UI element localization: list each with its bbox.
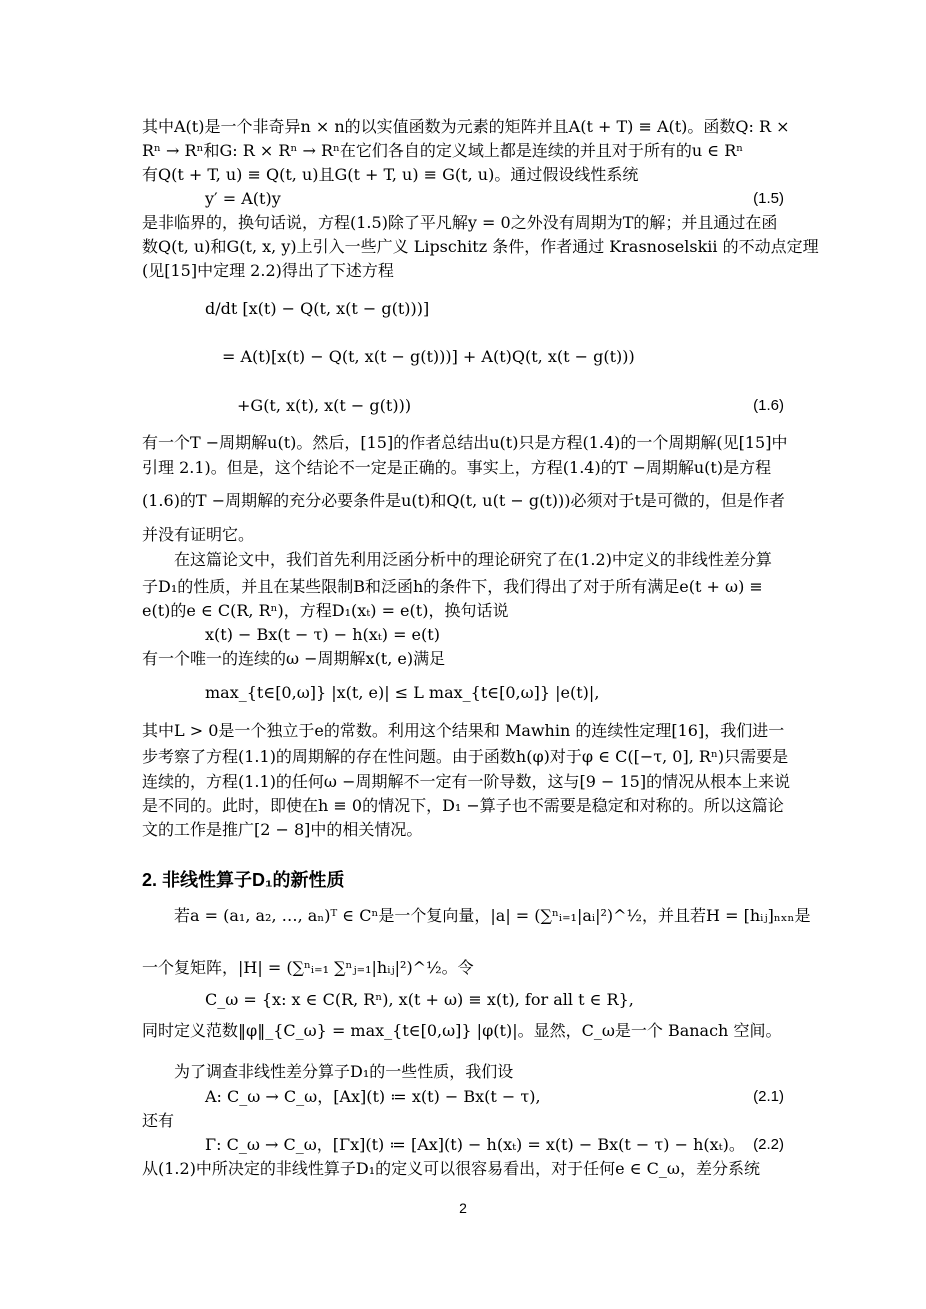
paragraph-line: 文的工作是推广[2 − 8]中的相关情况。 [142,820,423,839]
equation-number: (2.2) [753,1136,784,1153]
paragraph-line: (见[15]中定理 2.2)得出了下述方程 [142,261,394,280]
paragraph-line: (1.6)的T −周期解的充分必要条件是u(t)和Q(t, u(t − g(t)))必须对于t是可微的，但是作者 [142,491,785,510]
paragraph-line: 连续的，方程(1.1)的任何ω −周期解不一定有一阶导数，这与[9 − 15]的情况从根本上来说 [142,772,791,791]
paragraph-line: Rⁿ → Rⁿ和G: R × Rⁿ → Rⁿ在它们各自的定义域上都是连续的并且对于所有的u ∈ Rⁿ [142,141,744,160]
paragraph-line: 引理 2.1)。但是，这个结论不一定是正确的。事实上，方程(1.4)的T −周期解u(t)是方程 [142,458,772,477]
paragraph-line: 是不同的。此时，即使在h ≡ 0的情况下，D₁ −算子也不需要是稳定和对称的。所以这篇论 [142,796,784,815]
equation-C-omega: C_ω = {x: x ∈ C(R, Rⁿ), x(t + ω) ≡ x(t), for all t ∈ R}, [205,990,634,1009]
equation-1-5: y′ = A(t)y [205,189,281,208]
paragraph-line: 还有 [142,1111,175,1130]
paragraph-line: 子D₁的性质，并且在某些限制B和泛函h的条件下，我们得出了对于所有满足e(t + ω) ≡ [142,577,763,596]
equation-number: (1.6) [753,397,784,414]
paragraph-line: 其中L > 0是一个独立于e的常数。利用这个结果和 Mawhin 的连续性定理[16]，我们进一 [142,721,785,740]
paragraph-line: 从(1.2)中所决定的非线性算子D₁的定义可以很容易看出，对于任何e ∈ C_ω，差分系统 [142,1159,760,1178]
section-heading: 2. 非线性算子D₁的新性质 [142,870,345,890]
equation-2-1: A: C_ω → C_ω，[Ax](t) ≔ x(t) − Bx(t − τ), [205,1087,541,1106]
equation-1-6-line2: = A(t)[x(t) − Q(t, x(t − g(t)))] + A(t)Q(t, x(t − g(t))) [222,347,635,366]
paragraph-line: 为了调查非线性差分算子D₁的一些性质，我们设 [174,1062,514,1081]
paragraph-line: 有一个唯一的连续的ω −周期解x(t, e)满足 [142,649,446,668]
paragraph-line: 并没有证明它。 [142,525,255,544]
equation-number: (2.1) [753,1088,784,1105]
paragraph-line: 一个复矩阵，|H| = (∑ⁿᵢ₌₁ ∑ⁿⱼ₌₁|hᵢⱼ|²)^½。令 [142,958,474,977]
paragraph-line: 其中A(t)是一个非奇异n × n的以实值函数为元素的矩阵并且A(t + T) ≡ A(t)。函数Q: R × [142,117,790,136]
equation-1-6-line3: +G(t, x(t), x(t − g(t))) [237,396,412,415]
equation-max-bound: max_{t∈[0,ω]} |x(t, e)| ≤ L max_{t∈[0,ω]} |e(t)|, [205,683,600,702]
paragraph-line: 若a = (a₁, a₂, …, aₙ)ᵀ ∈ Cⁿ是一个复向量，|a| = (∑ⁿᵢ₌₁|aᵢ|²)^½，并且若H = [hᵢⱼ]ₙₓₙ是 [174,906,811,925]
page-number: 2 [459,1200,467,1216]
paragraph-line: 有一个T −周期解u(t)。然后，[15]的作者总结出u(t)只是方程(1.4)的一个周期解(见[15]中 [142,433,788,452]
equation-1-6-line1: d/dt [x(t) − Q(t, x(t − g(t)))] [205,299,430,318]
paragraph-line: 步考察了方程(1.1)的周期解的存在性问题。由于函数h(φ)对于φ ∈ C([−τ, 0], Rⁿ)只需要是 [142,747,789,766]
paragraph-line: e(t)的e ∈ C(R, Rⁿ)，方程D₁(xₜ) = e(t)，换句话说 [142,601,509,620]
paragraph-line: 在这篇论文中，我们首先利用泛函分析中的理论研究了在(1.2)中定义的非线性差分算 [174,550,772,569]
paragraph-line: 数Q(t, u)和G(t, x, y)上引入一些广义 Lipschitz 条件，作者通过 Krasnoselskii 的不动点定理 [142,237,819,256]
equation-2-2: Γ: C_ω → C_ω，[Γx](t) ≔ [Ax](t) − h(xₜ) = x(t) − Bx(t − τ) − h(xₜ)。 [205,1135,745,1154]
paragraph-line: 有Q(t + T, u) ≡ Q(t, u)且G(t + T, u) ≡ G(t, u)。通过假设线性系统 [142,165,639,184]
equation-number: (1.5) [753,190,784,207]
equation-difference: x(t) − Bx(t − τ) − h(xₜ) = e(t) [205,625,440,644]
paragraph-line: 是非临界的，换句话说，方程(1.5)除了平凡解y = 0之外没有周期为T的解；并且通过在函 [142,213,778,232]
paragraph-line: 同时定义范数‖φ‖_{C_ω} = max_{t∈[0,ω]} |φ(t)|。显然，C_ω是一个 Banach 空间。 [142,1021,782,1040]
